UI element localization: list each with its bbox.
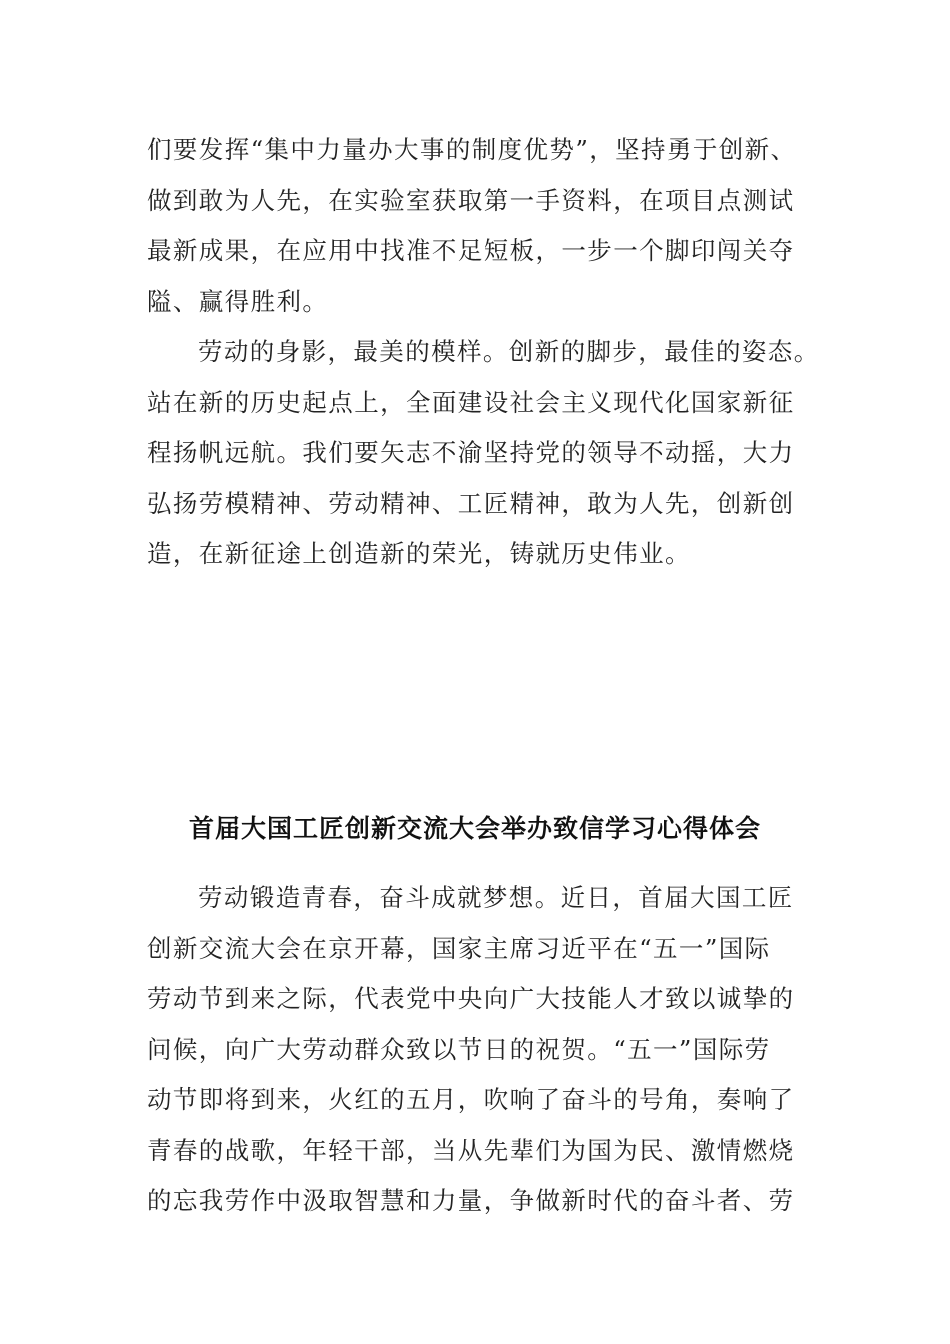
paragraph-line: 的忘我劳作中汲取智慧和力量，争做新时代的奋斗者、劳 [147, 1186, 795, 1215]
paragraph-line: 隘、赢得胜利。 [147, 286, 329, 316]
paragraph-line: 动节即将到来，火红的五月，吹响了奋斗的号角，奏响了 [147, 1085, 795, 1114]
paragraph-line: 造，在新征途上创造新的荣光，铸就历史伟业。 [147, 539, 691, 568]
paragraph-line: 们要发挥“集中力量办大事的制度优势”，坚持勇于创新、 [147, 135, 797, 164]
body-paragraph [147, 327, 820, 580]
body-paragraph [147, 125, 807, 327]
paragraph-line: 青春的战歌，年轻干部，当从先辈们为国为民、激情燃烧 [147, 1135, 795, 1165]
paragraph-line: 劳动的身影，最美的模样。创新的脚步，最佳的姿态。 [198, 337, 820, 366]
paragraph-line: 站在新的历史起点上，全面建设社会主义现代化国家新征 [147, 387, 795, 417]
paragraph-line: 问候，向广大劳动群众致以节日的祝贺。“五一”国际劳 [147, 1034, 771, 1064]
body-paragraph [147, 873, 807, 1227]
paragraph-line: 创新交流大会在京开幕，国家主席习近平在“五一”国际 [147, 933, 771, 963]
paragraph-line: 弘扬劳模精神、劳动精神、工匠精神，敢为人先，创新创 [147, 488, 795, 518]
paragraph-line: 劳动节到来之际，代表党中央向广大技能人才致以诚挚的 [147, 984, 795, 1013]
article-title: 首届大国工匠创新交流大会举办致信学习心得体会 [188, 814, 761, 843]
paragraph-line: 最新成果，在应用中找准不足短板，一步一个脚印闯关夺 [147, 236, 795, 265]
paragraph-line: 劳动锻造青春，奋斗成就梦想。近日，首届大国工匠 [198, 883, 794, 912]
paragraph-line: 做到敢为人先，在实验室获取第一手资料，在项目点测试 [147, 185, 795, 215]
paragraph-line: 程扬帆远航。我们要矢志不渝坚持党的领导不动摇，大力 [147, 438, 795, 467]
